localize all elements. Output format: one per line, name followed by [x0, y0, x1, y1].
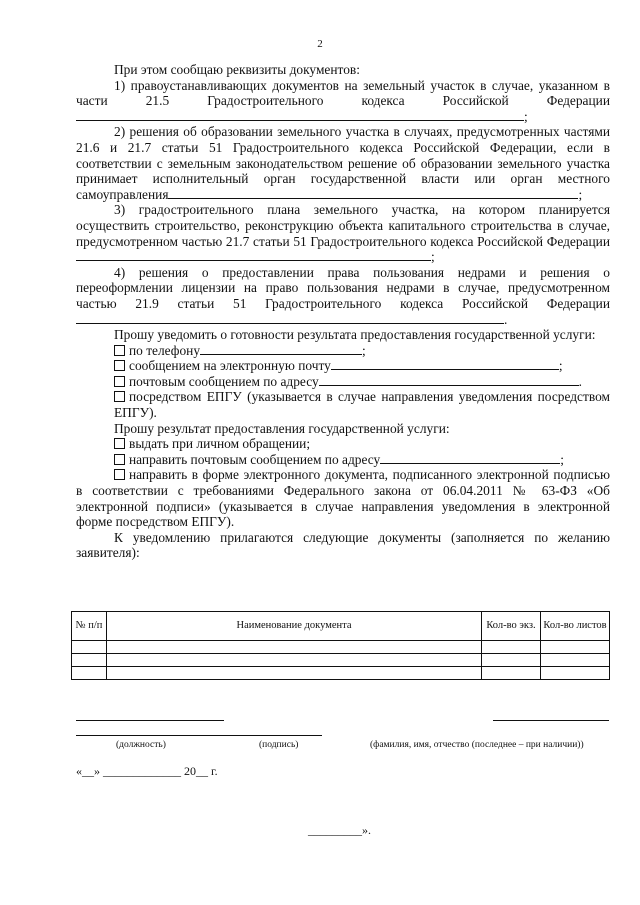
notify-option-phone: по телефону ; [76, 343, 610, 359]
fill-line[interactable] [76, 109, 524, 121]
table-header [72, 612, 610, 641]
result-electronic-label: направить в форме электронного документа, подписанного электронной подписью в соответствии с требованиями Федерального закона от 06.04.2011 № 63-ФЗ «Об электронной подписи» (указывается в случае направления уведомления в электронной форме посредством ЕПГУ). [76, 467, 610, 530]
checkbox-email[interactable] [114, 360, 125, 371]
item-3-text: 3) градостроительного плана земельного участка, на котором планируется осуществить строительство, реконструкцию объекта капитального строительства в случае, предусмотренном частью 21.7 статьи 51 Градостроительного кодекса Российской Федерации [76, 202, 610, 249]
item-3-end: ; [431, 249, 435, 265]
signature-caption: (подпись) [259, 740, 299, 750]
item-4 [76, 265, 610, 327]
result-option-electronic [76, 467, 610, 529]
table-cell[interactable] [482, 654, 541, 667]
notify-phone-label: по телефону [129, 342, 201, 358]
item-1 [76, 78, 610, 125]
table-cell[interactable] [482, 641, 541, 654]
fill-line[interactable] [168, 187, 578, 199]
result-option-post: направить почтовым сообщением по адресу ; [76, 452, 610, 468]
checkbox-result-post[interactable] [114, 454, 125, 465]
notify-option-post: почтовым сообщением по адресу . [76, 374, 610, 390]
position-line[interactable] [76, 720, 224, 721]
fill-line[interactable] [76, 249, 431, 261]
table-cell[interactable] [72, 641, 107, 654]
item-4-end: . [504, 311, 508, 327]
checkbox-epgu[interactable] [114, 391, 125, 402]
notify-epgu-label: посредством ЕПГУ (указывается в случае направления уведомления посредством ЕПГУ). [114, 389, 610, 421]
table-cell[interactable] [482, 667, 541, 680]
checkbox-electronic[interactable] [114, 469, 125, 480]
result-post-label: направить почтовым сообщением по адресу [129, 451, 381, 467]
item-1-text: 1) правоустанавливающих документов на земельный участок в случае, указанном в части 21.5 Градостроительного кодекса Российской Федерации [76, 77, 610, 109]
result-option-personal [76, 436, 610, 452]
table-cell[interactable] [541, 654, 610, 667]
result-address-input[interactable] [380, 452, 560, 464]
table-cell[interactable] [107, 641, 482, 654]
notify-email-label: сообщением на электронную почту [129, 358, 331, 374]
item-2-end: ; [578, 186, 583, 202]
page-number: 2 [317, 38, 323, 50]
notify-option-email: сообщением на электронную почту ; [76, 358, 610, 374]
email-input[interactable] [331, 358, 559, 370]
position-caption: (должность) [116, 740, 166, 750]
address-input[interactable] [319, 374, 579, 386]
table-cell[interactable] [541, 667, 610, 680]
table-cell[interactable] [107, 667, 482, 680]
item-1-end: ; [524, 108, 528, 124]
result-intro: Прошу результат предоставления государственной услуги: [114, 420, 450, 436]
fill-line[interactable] [76, 312, 504, 324]
table-cell[interactable] [107, 654, 482, 667]
col-number: № п/п [72, 612, 107, 641]
notify-intro: Прошу уведомить о готовности результата предоставления государственной услуги: [114, 327, 596, 343]
fio-line[interactable] [493, 720, 609, 721]
item-2 [76, 124, 610, 202]
item-3 [76, 202, 610, 264]
item-4-text: 4) решения о предоставлении права пользования недрами и решения о переоформлении лицензии на право пользования недрами в случае, предусмотренном частью 21.9 статьи 51 Градостроительного кодекса Российской Федерации [76, 264, 610, 311]
table-cell[interactable] [541, 641, 610, 654]
col-sheets: Кол-во листов [541, 612, 610, 641]
table-cell[interactable] [72, 667, 107, 680]
notify-post-label: почтовым сообщением по адресу [129, 373, 319, 389]
checkbox-phone[interactable] [114, 345, 125, 356]
footer-line: _________». [308, 823, 371, 837]
notify-option-epgu [76, 389, 610, 420]
signature-line[interactable] [76, 735, 322, 736]
fio-caption: (фамилия, имя, отчество (последнее – при наличии)) [370, 740, 584, 750]
item-2-text: 2) решения об образовании земельного участка в случаях, предусмотренных частями 21.6 и 21.7 статьи 51 Градостроительного кодекса Российской Федерации, если в соответствии с земельным законодательством решение об образовании земельного участка принимает исполнительный орган государственной власти или орган местного самоуправления [76, 124, 610, 202]
col-name: Наименование документа [107, 612, 482, 641]
documents-table [71, 611, 610, 680]
table-row [72, 667, 610, 680]
result-personal-label: выдать при личном обращении; [129, 436, 311, 452]
checkbox-post[interactable] [114, 376, 125, 387]
table-row [72, 654, 610, 667]
table-cell[interactable] [72, 654, 107, 667]
checkbox-personal[interactable] [114, 438, 125, 449]
phone-input[interactable] [200, 343, 362, 355]
table-row [72, 641, 610, 654]
attach-intro: К уведомлению прилагаются следующие документы (заполняется по желанию заявителя): [76, 529, 610, 561]
date-line[interactable]: «__» _____________ 20__ г. [76, 764, 218, 778]
intro-text: При этом сообщаю реквизиты документов: [114, 62, 360, 77]
col-copies: Кол-во экз. [482, 612, 541, 641]
document-body [76, 62, 610, 561]
